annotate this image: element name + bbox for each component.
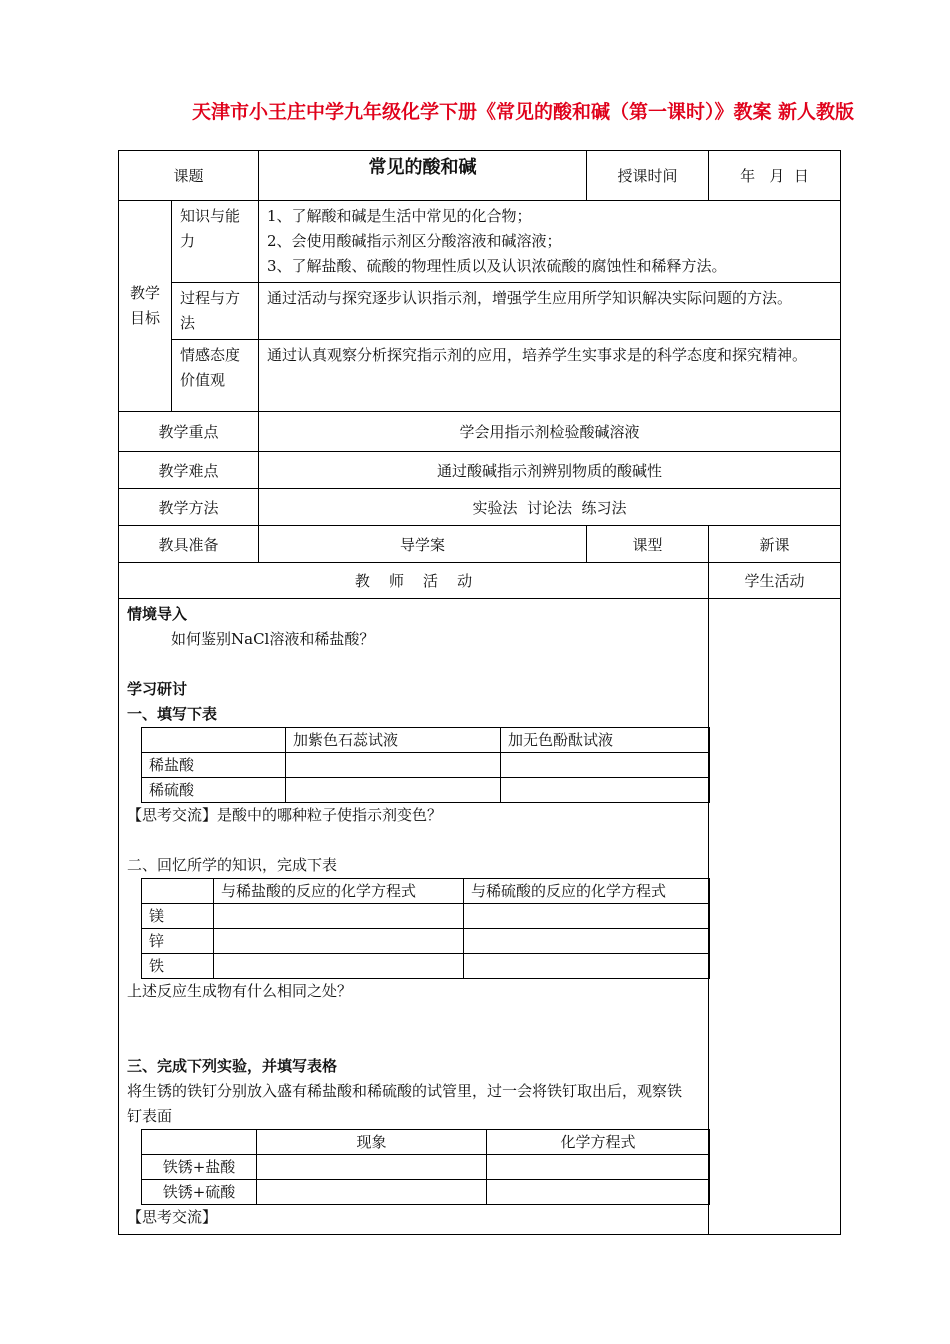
goals-label: 教学目标	[119, 201, 172, 412]
document-title: 天津市小王庄中学九年级化学下册《常见的酸和碱（第一课时）》教案 新人教版	[191, 101, 855, 123]
method-value: 实验法 讨论法 练习法	[259, 489, 841, 526]
row-topic	[119, 151, 841, 201]
teacher-activity-header: 教 师 活 动	[119, 563, 709, 599]
table-row: 稀盐酸	[142, 753, 710, 778]
method-label: 教学方法	[119, 489, 259, 526]
lesson-plan-table	[118, 150, 841, 1235]
think-prompt-2: 【思考交流】	[127, 1208, 218, 1226]
section-3-text: 将生锈的铁钉分别放入盛有稀盐酸和稀硫酸的试管里，过一会将铁钉取出后，观察铁钉表面	[127, 1082, 683, 1125]
key-point-label: 教学重点	[119, 412, 259, 452]
time-value: 年 月 日	[709, 151, 841, 201]
lesson-type-value: 新课	[709, 526, 841, 563]
table-row: 稀硫酸	[142, 778, 710, 803]
teacher-activity-content	[119, 599, 709, 1235]
row-goal-knowledge	[119, 201, 841, 283]
intro-question: 如何鉴别NaCl溶液和稀盐酸？	[171, 630, 375, 648]
topic-label: 课题	[119, 151, 259, 201]
table-row: 铁	[142, 954, 710, 979]
table-row: 现象 化学方程式	[142, 1130, 710, 1155]
row-goal-process	[119, 283, 841, 340]
table-row: 镁	[142, 904, 710, 929]
student-activity-content[interactable]	[709, 599, 841, 1235]
metal-reaction-table	[141, 878, 710, 979]
rust-reaction-table	[141, 1129, 710, 1205]
table-row: 铁锈+盐酸	[142, 1155, 710, 1180]
goal-label-knowledge: 知识与能力	[172, 201, 259, 283]
section-3-title: 三、完成下列实验，并填写表格	[127, 1057, 338, 1075]
tools-label: 教具准备	[119, 526, 259, 563]
row-content	[119, 599, 841, 1235]
goal-text-process: 通过活动与探究逐步认识指示剂，增强学生应用所学知识解决实际问题的方法。	[259, 283, 841, 340]
key-point-value: 学会用指示剂检验酸碱溶液	[259, 412, 841, 452]
intro-heading: 情境导入	[127, 605, 188, 623]
difficulty-value: 通过酸碱指示剂辨别物质的酸碱性	[259, 452, 841, 489]
row-difficulty	[119, 452, 841, 489]
row-activity-header	[119, 563, 841, 599]
row-method	[119, 489, 841, 526]
goal-label-emotion: 情感态度价值观	[172, 340, 259, 412]
goal-text-knowledge: 1、了解酸和碱是生活中常见的化合物； 2、会使用酸碱指示剂区分酸溶液和碱溶液； 3、了解盐酸、硫酸的物理性质以及认识浓硫酸的腐蚀性和稀释方法。	[259, 201, 841, 283]
tools-value: 导学案	[259, 526, 587, 563]
indicator-table	[141, 727, 710, 803]
topic-value: 常见的酸和碱	[259, 151, 587, 201]
think-prompt-1: 【思考交流】是酸中的哪种粒子使指示剂变色？	[127, 806, 443, 824]
section-2-title: 二、回忆所学的知识，完成下表	[127, 856, 338, 874]
study-heading: 学习研讨	[127, 680, 188, 698]
table-row: 加紫色石蕊试液 加无色酚酞试液	[142, 728, 710, 753]
table-row: 铁锈+硫酸	[142, 1180, 710, 1205]
goal-label-process: 过程与方法	[172, 283, 259, 340]
table-row: 与稀盐酸的反应的化学方程式 与稀硫酸的反应的化学方程式	[142, 879, 710, 904]
goal-text-emotion: 通过认真观察分析探究指示剂的应用，培养学生实事求是的科学态度和探究精神。	[259, 340, 841, 412]
time-label: 授课时间	[587, 151, 709, 201]
student-activity-header: 学生活动	[709, 563, 841, 599]
row-tools	[119, 526, 841, 563]
row-key-point	[119, 412, 841, 452]
lesson-type-label: 课型	[587, 526, 709, 563]
section-2-question: 上述反应生成物有什么相同之处？	[127, 982, 353, 1000]
difficulty-label: 教学难点	[119, 452, 259, 489]
row-goal-emotion	[119, 340, 841, 412]
section-1-title: 一、填写下表	[127, 705, 218, 723]
table-row: 锌	[142, 929, 710, 954]
